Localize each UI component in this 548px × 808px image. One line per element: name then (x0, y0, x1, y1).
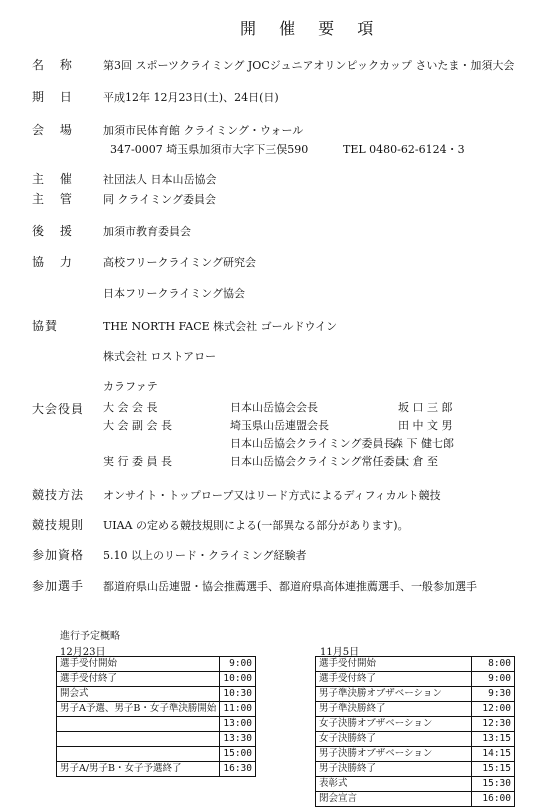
table-row (316, 777, 515, 792)
participants-label: 参加選手 (32, 579, 85, 593)
time-cell: 13:30 (220, 732, 256, 747)
time-cell: 13:15 (472, 732, 515, 747)
format-value: オンサイト・トップロープ又はリード方式によるディフィカルト競技 (103, 489, 441, 502)
official-org-2: 埼玉県山岳連盟会長 (230, 419, 329, 432)
venue-label: 会 場 (32, 123, 78, 137)
cooperation-value-1: 高校フリークライミング研究会 (103, 256, 257, 269)
event-cell: 男子決勝終了 (316, 762, 472, 777)
event-cell: 男子A/男子B・女子予選終了 (57, 762, 220, 777)
day2-label: 11月5日 (320, 647, 360, 658)
time-cell: 11:00 (220, 702, 256, 717)
time-cell: 10:30 (220, 687, 256, 702)
event-cell: 開会式 (57, 687, 220, 702)
sponsor-value-3: カラファテ (103, 380, 158, 393)
time-cell: 8:00 (472, 657, 515, 672)
time-cell: 16:30 (220, 762, 256, 777)
event-name: 第3回 スポーツクライミング JOCジュニアオリンピックカップ さいたま・加須大会 (103, 59, 515, 72)
official-name-1: 坂 口 三 郎 (398, 401, 453, 414)
table-row (316, 762, 515, 777)
sponsor-value-2: 株式会社 ロストアロー (103, 350, 217, 363)
sponsor-value-1: THE NORTH FACE 株式会社 ゴールドウイン (103, 320, 338, 333)
rules-label: 競技規則 (32, 518, 85, 532)
time-cell: 9:00 (472, 672, 515, 687)
official-name-3: 森 下 健七郎 (392, 437, 454, 450)
event-cell: 選手受付開始 (57, 657, 220, 672)
cooperation-value-2: 日本フリークライミング協会 (103, 287, 246, 300)
event-date: 平成12年 12月23日(土)、24日(日) (103, 91, 279, 104)
table-row (57, 702, 256, 717)
time-cell: 10:00 (220, 672, 256, 687)
day1-schedule-table (56, 656, 256, 777)
page-title: 開 催 要 項 (240, 19, 383, 38)
table-row (316, 717, 515, 732)
organizer-value: 同 クライミング委員会 (103, 193, 216, 206)
event-cell: 選手受付開始 (316, 657, 472, 672)
date-label: 期 日 (32, 90, 78, 104)
event-cell: 選手受付終了 (316, 672, 472, 687)
time-cell: 14:15 (472, 747, 515, 762)
time-cell: 16:00 (472, 792, 515, 807)
official-name-4: 大 倉 至 (398, 455, 438, 468)
table-row (57, 732, 256, 747)
venue-tel: TEL 0480-62-6124・3 (343, 143, 465, 156)
participants-value: 都道府県山岳連盟・協会推薦選手、都道府県高体連推薦選手、一般参加選手 (103, 580, 477, 593)
event-cell (57, 717, 220, 732)
event-cell: 男子準決勝オブザベーション (316, 687, 472, 702)
eligibility-value: 5.10 以上のリード・クライミング経験者 (103, 549, 307, 562)
venue-address: 347-0007 埼玉県加須市大字下三俣590 (110, 143, 309, 156)
time-cell: 9:00 (220, 657, 256, 672)
time-cell: 15:00 (220, 747, 256, 762)
time-cell: 13:00 (220, 717, 256, 732)
rules-value: UIAA の定める競技規則による(一部異なる部分があります)。 (103, 519, 409, 532)
event-cell: 男子準決勝終了 (316, 702, 472, 717)
table-row (316, 657, 515, 672)
time-cell: 15:30 (472, 777, 515, 792)
table-row (57, 717, 256, 732)
organizer-label: 主 管 (32, 192, 78, 206)
support-value: 加須市教育委員会 (103, 225, 191, 238)
event-cell: 選手受付終了 (57, 672, 220, 687)
time-cell: 9:30 (472, 687, 515, 702)
host-label: 主 催 (32, 172, 78, 186)
official-role-2: 大 会 副 会 長 (103, 419, 172, 432)
event-cell (57, 732, 220, 747)
table-row (57, 747, 256, 762)
event-cell: 閉会宣言 (316, 792, 472, 807)
event-cell: 女子決勝終了 (316, 732, 472, 747)
table-row (57, 762, 256, 777)
official-org-1: 日本山岳協会会長 (230, 401, 318, 414)
event-cell: 男子A予選、男子B・女子準決勝開始 (57, 702, 220, 717)
event-cell: 女子決勝オブザベーション (316, 717, 472, 732)
table-row (57, 672, 256, 687)
format-label: 競技方法 (32, 488, 85, 502)
schedule-title: 進行予定概略 (60, 631, 120, 642)
name-label: 名 称 (32, 58, 78, 72)
table-row (316, 747, 515, 762)
table-row (316, 732, 515, 747)
time-cell: 15:15 (472, 762, 515, 777)
table-row (57, 687, 256, 702)
venue-name: 加須市民体育館 クライミング・ウォール (103, 124, 304, 137)
table-row (316, 672, 515, 687)
table-row (316, 792, 515, 807)
cooperation-label: 協 力 (32, 255, 78, 269)
support-label: 後 援 (32, 224, 78, 238)
event-cell (57, 747, 220, 762)
day1-label: 12月23日 (60, 647, 106, 658)
time-cell: 12:30 (472, 717, 515, 732)
event-cell: 表彰式 (316, 777, 472, 792)
official-org-4: 日本山岳協会クライミング常任委員 (230, 455, 406, 468)
host-value: 社団法人 日本山岳協会 (103, 173, 217, 186)
time-cell: 12:00 (472, 702, 515, 717)
officials-label: 大会役員 (32, 402, 85, 416)
event-cell: 男子決勝オブザベーション (316, 747, 472, 762)
day2-schedule-table (315, 656, 515, 807)
official-org-3: 日本山岳協会クライミング委員長 (230, 437, 395, 450)
table-row (57, 657, 256, 672)
table-row (316, 687, 515, 702)
official-name-2: 田 中 文 男 (398, 419, 453, 432)
table-row (316, 702, 515, 717)
sponsor-label: 協賛 (32, 319, 59, 333)
official-role-4: 実 行 委 員 長 (103, 455, 172, 468)
eligibility-label: 参加資格 (32, 548, 85, 562)
official-role-1: 大 会 会 長 (103, 401, 158, 414)
